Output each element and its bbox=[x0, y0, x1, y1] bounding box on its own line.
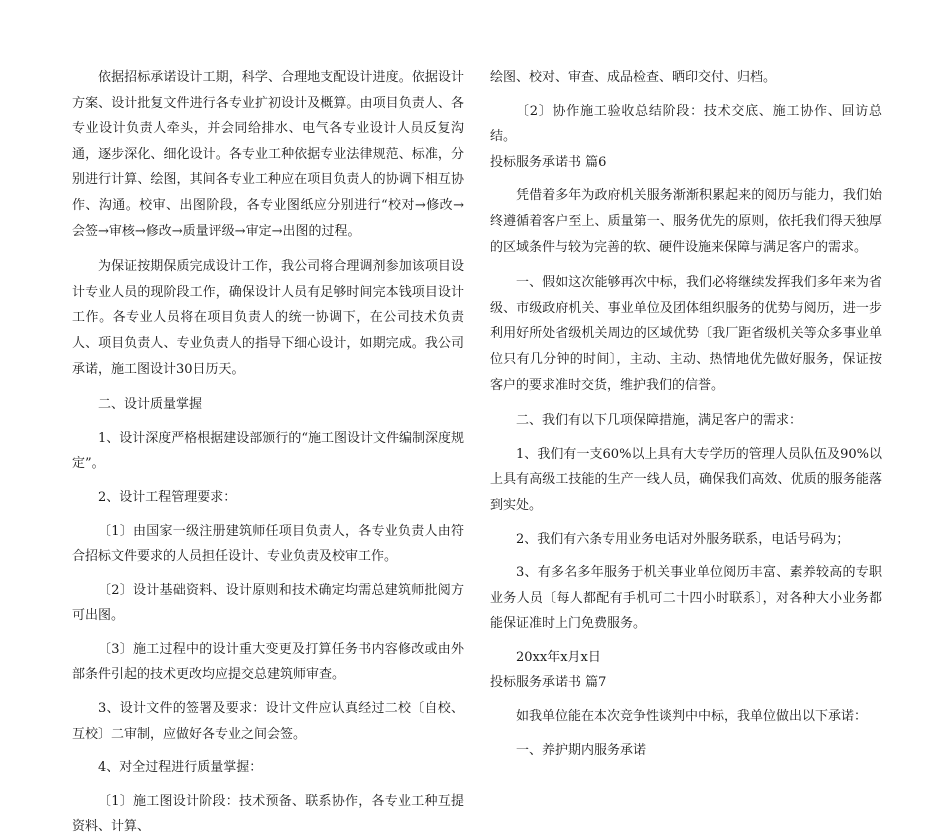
list-item-signing: 3、设计文件的签署及要求：设计文件应认真经过二校〔自校、互校〕二审制，应做好各专业之间会签。 bbox=[72, 701, 464, 742]
paragraph-commitment-one: 一、假如这次能够再次中标，我们必将继续发挥我们多年来为省级、市级政府机关、事业单位及团体组织服务的优势与阅历，进一步利用好所处省级机关周边的区域优势〔我厂距省级机关等众多事业单位只有几分钟的时间〕，主动、主动、热情地优先做好服务，保证按客户的要求准时交货，维护我们的信誉。 bbox=[490, 275, 882, 393]
date-line: 20xx年x月x日 bbox=[516, 649, 601, 665]
paragraph-design-schedule: 依据招标承诺设计工期，科学、合理地支配设计进度。依据设计方案、设计批复文件进行各专业扩初设计及概算。由项目负责人、各专业设计负责人牵头，并会同给排水、电气各专业设计人员反复沟通，逐步深化、细化设计。各专业工种依据专业法律规范、标准，分别进行计算、绘图，其间各专业工种应在项目负责人的协调下相互协作、沟通。校审、出图阶段，各专业图纸应分别进行“校对→修改→会签→审核→修改→质量评级→审定→出图的过程。 bbox=[72, 70, 464, 239]
list-item-project-leader: 〔1〕由国家一级注册建筑师任项目负责人，各专业负责人由符合招标文件要求的人员担任设计、专业负责及校审工作。 bbox=[72, 523, 464, 565]
section-title-chapter-7: 投标服务承诺书 篇7 bbox=[490, 675, 607, 691]
paragraph-commitment-two: 二、我们有以下几项保障措施，满足客户的需求： bbox=[516, 413, 803, 429]
paragraph-continuation: 绘图、校对、审查、成品检查、晒印交付、归档。 bbox=[490, 70, 777, 85]
list-item-staff: 1、我们有一支60%以上具有大专学历的管理人员队伍及90%以上具有高级工技能的生产一线人员，确保我们高效、优质的服务能落到实处。 bbox=[490, 446, 882, 513]
list-item-basic-data: 〔2〕设计基础资料、设计原则和技术确定均需总建筑师批阅方可出图。 bbox=[72, 582, 464, 624]
paragraph-timely-completion: 为保证按期保质完成设计工作，我公司将合理调剂参加该项目设计专业人员的现阶段工作，确保设计人员有足够时间完本钱项目设计工作。各专业人员将在项目负责人的统一协调下，在公司技术负责人、项目负责人、专业负责人的指导下细心设计，如期完成。我公司承诺，施工图设计30日历天。 bbox=[72, 259, 464, 377]
section-heading-maintenance: 一、养护期内服务承诺 bbox=[516, 742, 647, 758]
list-item-full-process: 4、对全过程进行质量掌握： bbox=[98, 760, 263, 776]
list-item-service-staff: 3、有多名多年服务于机关事业单位阅历丰富、素养较高的专职业务人员〔每人都配有手机可二十四小时联系〕，对各种大小业务都能保证准时上门免费服务。 bbox=[490, 565, 882, 632]
list-item-acceptance: 〔2〕协作施工验收总结阶段：技术交底、施工协作、回访总结。 bbox=[490, 103, 882, 145]
list-item-construction-drawing: 〔1〕施工图设计阶段：技术预备、联系协作，各专业工种互提资料、计算、 bbox=[72, 793, 464, 835]
paragraph-bid-promise: 如我单位能在本次竞争性谈判中中标，我单位做出以下承诺： bbox=[516, 709, 868, 725]
right-column bbox=[490, 65, 882, 763]
left-column bbox=[72, 65, 464, 840]
list-item-major-changes: 〔3〕施工过程中的设计重大变更及打算任务书内容修改或由外部条件引起的技术更改均应提交总建筑师审查。 bbox=[72, 641, 464, 683]
section-title-chapter-6: 投标服务承诺书 篇6 bbox=[490, 154, 607, 170]
list-item-management-requirements: 2、设计工程管理要求： bbox=[98, 489, 237, 505]
list-item-phone: 2、我们有六条专用业务电话对外服务联系，电话号码为； bbox=[516, 531, 850, 547]
section-heading-quality-control: 二、设计质量掌握 bbox=[98, 397, 203, 413]
paragraph-experience: 凭借着多年为政府机关服务渐渐积累起来的阅历与能力，我们始终遵循着客户至上、质量第一、服务优先的原则，依托我们得天独厚的区域条件与较为完善的软、硬件设施来保障与满足客户的需求。 bbox=[490, 188, 882, 255]
list-item-design-depth: 1、设计深度严格根据建设部颁行的“施工图设计文件编制深度规定”。 bbox=[72, 430, 464, 472]
